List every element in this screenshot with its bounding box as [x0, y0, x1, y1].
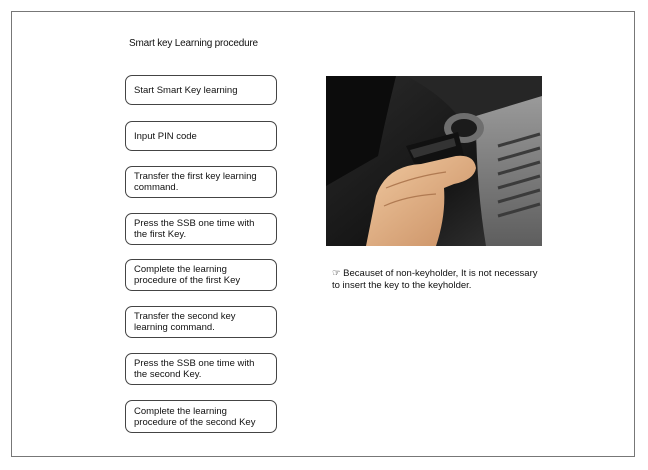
step-label: Press the SSB one time with the second Key.: [134, 358, 255, 380]
step-label: Complete the learning procedure of the first Key: [134, 264, 241, 286]
note: [332, 268, 542, 292]
step-label: Start Smart Key learning: [134, 84, 238, 96]
step-label: Transfer the second key learning command.: [134, 311, 236, 333]
ssb-key-photo: [326, 76, 542, 246]
step-2: [125, 121, 277, 151]
note-text: Becauset of non-keyholder, It is not necessary to insert the key to the keyholder.: [332, 268, 538, 291]
step-3: [125, 166, 277, 198]
step-7: [125, 353, 277, 385]
step-6: [125, 306, 277, 338]
step-8: [125, 400, 277, 433]
step-4: [125, 213, 277, 245]
step-label: Press the SSB one time with the first Key.: [134, 218, 255, 240]
dashboard-illustration: [326, 76, 542, 246]
step-label: Transfer the first key learning command.: [134, 171, 257, 193]
step-1: [125, 75, 277, 105]
step-label: Input PIN code: [134, 130, 197, 142]
pointing-hand-icon: ☞: [332, 268, 341, 279]
step-5: [125, 259, 277, 291]
step-label: Complete the learning procedure of the second Key: [134, 405, 256, 428]
page-title: Smart key Learning procedure: [129, 38, 258, 49]
